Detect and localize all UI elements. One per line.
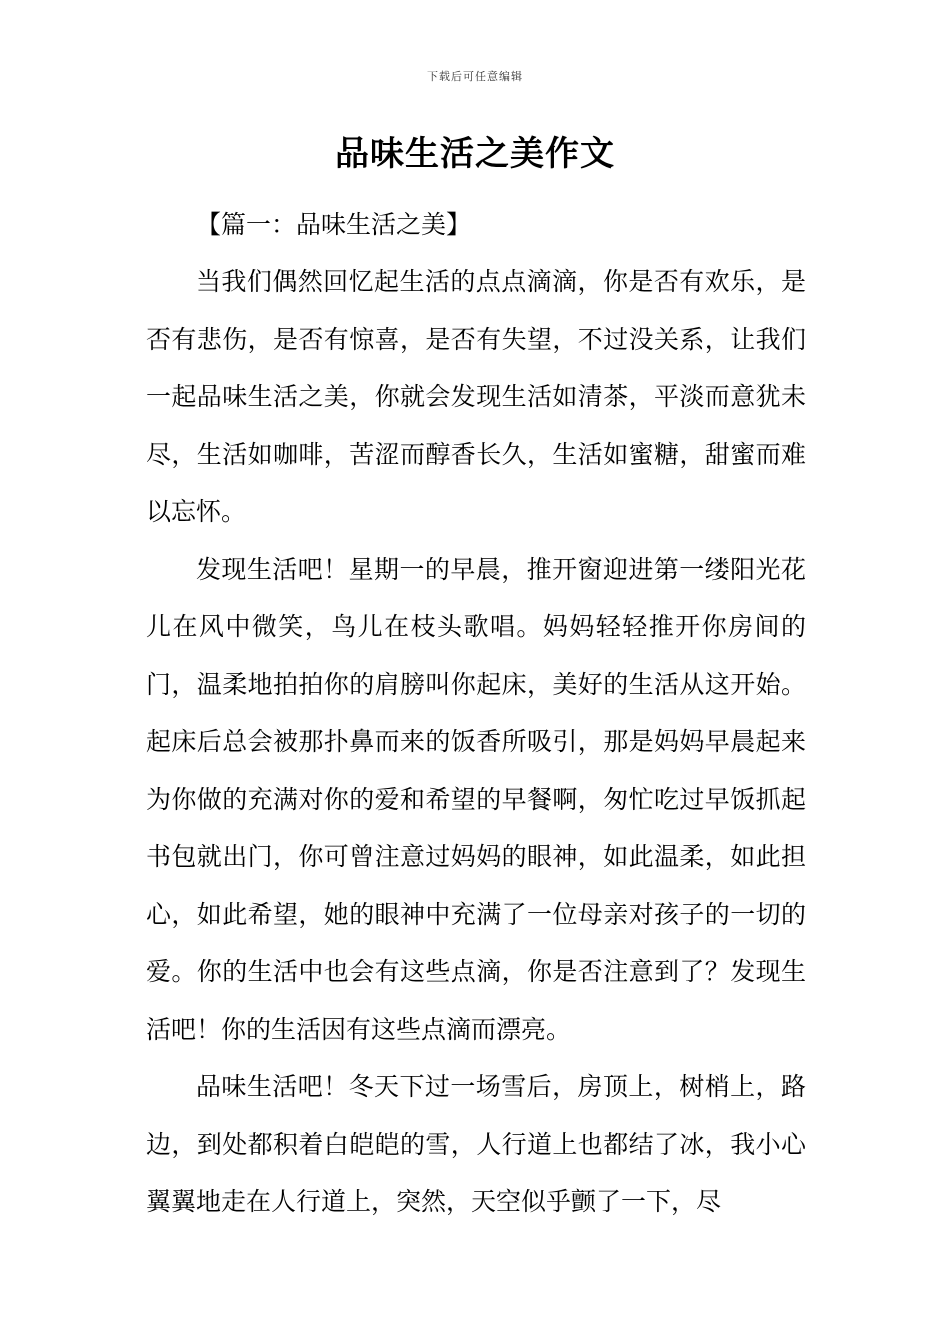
header-note: 下载后可任意编辑 [427,70,523,83]
section-title: 【篇一：品味生活之美】 [196,210,472,239]
paragraph-3: 品味生活吧！冬天下过一场雪后，房顶上，树梢上，路边，到处都积着白皑皑的雪，人行道上也都结了冰，我小心翼翼地走在人行道上，突然，天空似乎颤了一下，尽 [146,1072,806,1216]
paragraph-1: 当我们偶然回忆起生活的点点滴滴，你是否有欢乐，是否有悲伤，是否有惊喜，是否有失望，不过没关系，让我们一起品味生活之美，你就会发现生活如清茶，平淡而意犹未尽，生活如咖啡，苦涩而醇香长久，生活如蜜糖，甜蜜而难以忘怀。 [146,267,806,526]
document-title: 品味生活之美作文 [335,134,615,174]
body-text [146,253,806,1231]
paragraph-2: 发现生活吧！星期一的早晨，推开窗迎进第一缕阳光花儿在风中微笑，鸟儿在枝头歌唱。妈妈轻轻推开你房间的门，温柔地拍拍你的肩膀叫你起床，美好的生活从这开始。起床后总会被那扑鼻而来的饭香所吸引，那是妈妈早晨起来为你做的充满对你的爱和希望的早餐啊，匆忙吃过早饭抓起书包就出门，你可曾注意过妈妈的眼神，如此温柔，如此担心，如此希望，她的眼神中充满了一位母亲对孩子的一切的爱。你的生活中也会有这些点滴，你是否注意到了？发现生活吧！你的生活因有这些点滴而漂亮。 [146,554,806,1044]
